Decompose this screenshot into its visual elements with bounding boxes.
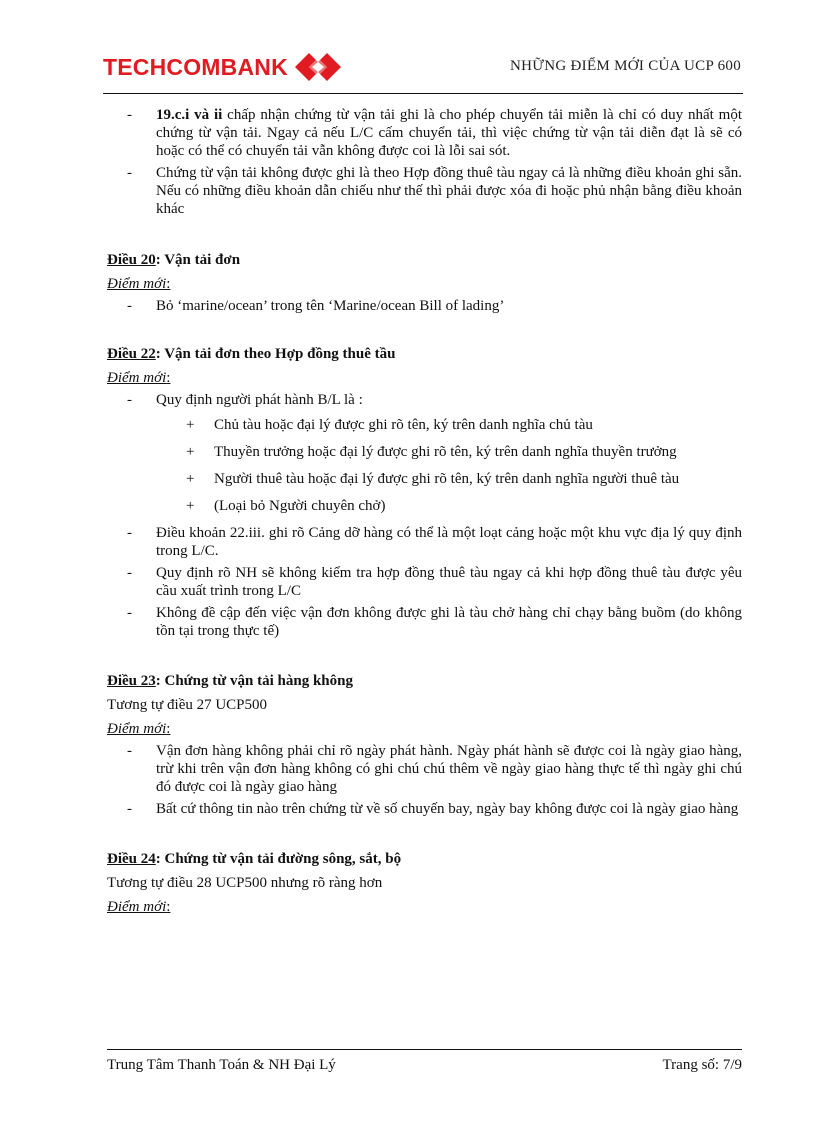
brand: [103, 52, 341, 82]
list-item: - Không đề cập đến việc vận đơn không được ghi là tàu chở hàng chỉ chạy bằng buồm (do không tồn tại trong thực tế): [127, 605, 742, 639]
list-item: - Bỏ ‘marine/ocean’ trong tên ‘Marine/ocean Bill of lading’: [127, 298, 505, 314]
new-points-label: Điểm mới:: [107, 899, 171, 915]
article-ref: 19.c.i và ii: [156, 107, 223, 123]
new-points-label: Điểm mới:: [107, 721, 171, 737]
section-heading-23: Điều 23: Chứng từ vận tải hàng không: [107, 673, 353, 689]
list-item: - Bất cứ thông tin nào trên chứng từ về số chuyến bay, ngày bay không được coi là ngày giao hàng: [127, 801, 739, 817]
list-item: - Vận đơn hàng không phải chỉ rõ ngày phát hành. Ngày phát hành sẽ được coi là ngày giao hàng, trừ khi trên vận đơn hàng không có ghi chú chú thêm về ngày giao hàng thực tế thì ngày ghi chú đó được coi là ngày giao hàng: [127, 743, 742, 795]
brand-name: TECHCOMBANK: [103, 53, 288, 80]
header-divider: [103, 93, 743, 94]
list-item: - Quy định rõ NH sẽ không kiểm tra hợp đồng thuê tàu ngay cả khi hợp đồng thuê tàu được yêu cầu xuất trình trong L/C: [127, 565, 742, 599]
list-item: - 19.c.i và ii chấp nhận chứng từ vận tải ghi là cho phép chuyển tải miễn là chỉ có duy nhất một chứng từ vận tải. Ngay cả nếu L/C cấm chuyển tải, thì việc chứng từ vận tải diễn đạt là sẽ có hoặc có thể có chuyển tải vẫn không được coi là lỗi sai sót.: [127, 107, 742, 159]
document-title: NHỮNG ĐIỂM MỚI CỦA UCP 600: [510, 58, 741, 74]
similar-note: Tương tự điều 27 UCP500: [107, 697, 268, 713]
page-number: Trang số: 7/9: [662, 1057, 742, 1073]
list-item: - Quy định người phát hành B/L là :: [127, 392, 363, 408]
page-content: [107, 106, 742, 920]
page-header: [103, 42, 743, 94]
sub-list-item: + Chủ tàu hoặc đại lý được ghi rõ tên, ký trên danh nghĩa chủ tàu: [186, 417, 593, 433]
new-points-label: Điểm mới:: [107, 370, 171, 386]
sub-list-item: + Thuyền trưởng hoặc đại lý được ghi rõ tên, ký trên danh nghĩa thuyền trưởng: [186, 444, 677, 460]
list-item: - Điều khoản 22.iii. ghi rõ Cảng dỡ hàng có thể là một loạt cảng hoặc một khu vực địa lý quy định trong L/C.: [127, 525, 742, 559]
page-footer: [107, 1049, 742, 1074]
list-item: - Chứng từ vận tải không được ghi là theo Hợp đồng thuê tàu ngay cả là những điều khoản ghi sẵn. Nếu có những điều khoản dẫn chiếu như thế thì phải được xóa đi hoặc phủ nhận bằng điều khoản khác: [127, 165, 742, 217]
new-points-label: Điểm mới:: [107, 276, 171, 292]
section-heading-20: Điều 20: Vận tải đơn: [107, 252, 241, 268]
similar-note: Tương tự điều 28 UCP500 nhưng rõ ràng hơn: [107, 875, 383, 891]
techcombank-logo-icon: [295, 52, 341, 82]
section-heading-22: Điều 22: Vận tải đơn theo Hợp đồng thuê tầu: [107, 346, 396, 362]
sub-list-item: + (Loại bỏ Người chuyên chở): [186, 498, 386, 514]
sub-list-item: + Người thuê tàu hoặc đại lý được ghi rõ tên, ký trên danh nghĩa người thuê tàu: [186, 471, 680, 487]
footer-department: Trung Tâm Thanh Toán & NH Đại Lý: [107, 1057, 336, 1073]
section-heading-24: Điều 24: Chứng từ vận tải đường sông, sắt, bộ: [107, 851, 402, 867]
